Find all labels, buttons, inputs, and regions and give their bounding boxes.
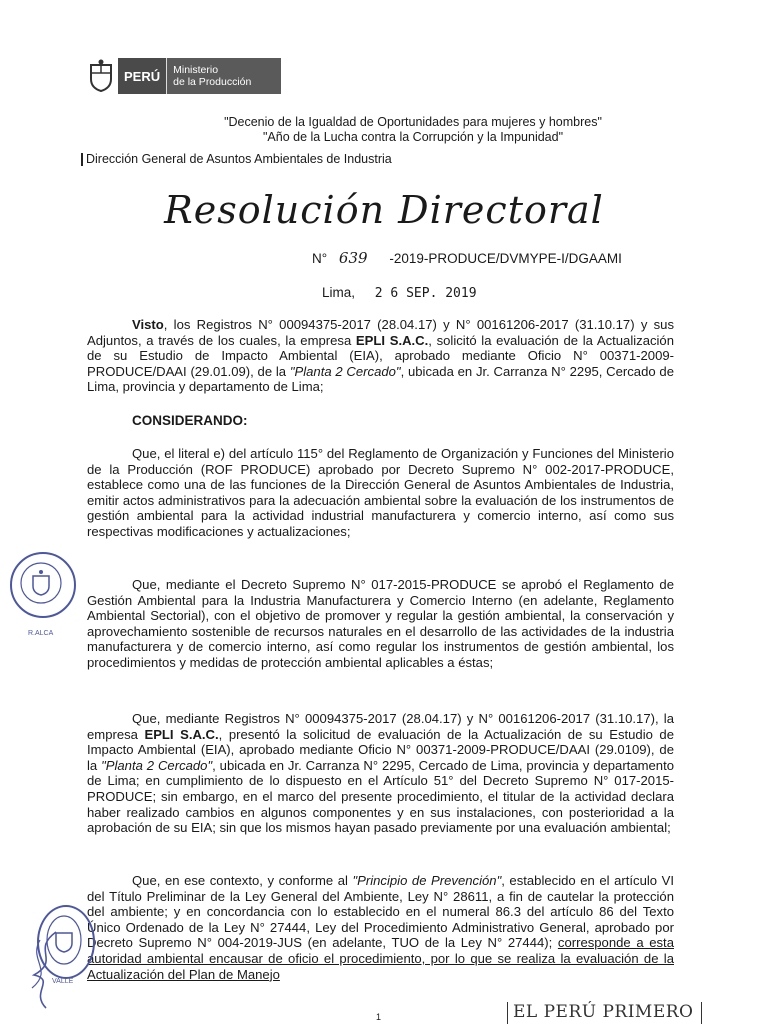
visto-text-a: , los Registros N° 00094375-2017 (28.04.17) y N° 00161206-2017 (31.10.17) y sus Adjuntos, a través de los cuales, la empresa bbox=[87, 317, 674, 348]
paragraph-2: Que, mediante el Decreto Supremo N° 017-2015-PRODUCE se aprobó el Reglamento de Gestión Ambiental para la Industria Manufacturera y Comercio Interno (en adelante, Reglamento Ambiental Sectorial), con el objetivo de promover y regular la gestión ambiental, la conservación y aprovechamiento sostenible de recursos naturales en el desarrollo de las actividades de la industria manufacturera y de comercio interno, así como regular los instrumentos de gestión ambiental, los procedimientos y medidas de protección ambiental aplicables a éstas; bbox=[87, 577, 674, 670]
p3-text-c: , ubicada en Jr. Carranza N° 2295, Cercado de Lima, provincia y departamento de Lima; en cumplimiento de lo dispuesto en el Artículo 51° del Decreto Supremo N° 017-2015-PRODUCE; sin embargo, en el marco del presente procedimiento, el titular de la actividad declara haber realizado cambios en algunos componentes y en sus instalaciones, con posterioridad a la aprobación de su EIA; sin que los mismos hayan pasado previamente por una evaluación ambiental; bbox=[87, 757, 674, 836]
date-place: Lima, bbox=[322, 285, 356, 300]
resolution-date bbox=[322, 285, 477, 301]
year-motto: "Año de la Lucha contra la Corrupción y la Impunidad" bbox=[262, 130, 564, 144]
p3-text-b: , presentó la solicitud de evaluación de la Actualización de su Estudio de Impacto Ambiental (EIA), aprobado mediante Oficio N° 00371-2009-PRODUCE/DAAI (29.0109), de la bbox=[87, 726, 674, 773]
paragraph-3 bbox=[87, 711, 674, 836]
decade-motto: "Decenio de la Igualdad de Oportunidades para mujeres y hombres" bbox=[224, 115, 602, 129]
logo-country: PERÚ bbox=[118, 58, 167, 94]
p4-text-b: , establecido en el artículo VI del Título Preliminar de la Ley General del Ambiente, Ley N° 28611, a fin de cautelar la protección del ambiente; y en concordancia con lo establecido en el numeral 86.3 del artículo 86 del Texto Único Ordenado de la Ley N° 27444, Ley del Procedimiento Administrativo General, aprobado por Decreto Supremo N° 004-2019-JUS (en adelante, TUO de la Ley N° 27444); bbox=[87, 873, 675, 951]
document-title: Resolución Directoral bbox=[164, 188, 604, 232]
considerando-heading: CONSIDERANDO: bbox=[132, 413, 248, 428]
date-stamp: 2 6 SEP. 2019 bbox=[374, 286, 477, 301]
coat-of-arms-icon bbox=[84, 58, 118, 94]
logo-ministry-line1: Ministerio bbox=[173, 64, 219, 76]
paragraph-1: Que, el literal e) del artículo 115° del Reglamento de Organización y Funciones del Ministerio de la Producción (ROF PRODUCE) aprobado por Decreto Supremo N° 002-2017-PRODUCE, establece como una de las funciones de la Dirección General de Asuntos Ambientales de Industria, emitir actos administrativos para la adecuación ambiental sobre la evaluación de los instrumentos de gestión ambiental para la actividad industrial manufacturera y comercio interno, así como sus respectivas modificaciones y actualizaciones; bbox=[87, 446, 674, 539]
seal-emblem-icon bbox=[12, 554, 70, 612]
visto-plant: "Planta 2 Cercado" bbox=[289, 363, 401, 379]
number-prefix: N° bbox=[312, 251, 328, 266]
visto-lead: Visto bbox=[132, 317, 164, 332]
resolution-number bbox=[312, 249, 622, 267]
seal-initials-2: VALLE bbox=[52, 978, 74, 985]
visto-paragraph bbox=[87, 317, 674, 395]
page-number: 1 bbox=[376, 1012, 382, 1022]
handwritten-number: 639 bbox=[338, 249, 368, 267]
visto-text-b: , solicitó la evaluación de la Actualización de su Estudio de Impacto Ambiental (EIA), aprobado mediante Oficio N° 00371-2009-PRODUCE/DAAI (29.01.09), de la bbox=[87, 332, 674, 379]
p3-company: EPLI S.A.C. bbox=[144, 726, 219, 742]
logo-ministry bbox=[167, 58, 281, 94]
logo-ministry-line2: de la Producción bbox=[173, 76, 252, 88]
p4-principle: "Principio de Prevención" bbox=[352, 873, 502, 888]
footer-brand-logo: EL PERÚ PRIMERO bbox=[513, 1002, 694, 1022]
p3-text-a: Que, mediante Registros N° 00094375-2017 (28.04.17) y N° 00161206-2017 (31.10.17), la empresa bbox=[87, 711, 674, 742]
issuing-direction: Dirección General de Asuntos Ambientales de Industria bbox=[86, 152, 392, 166]
visto-text-c: , ubicada en Jr. Carranza N° 2295, Cercado de Lima, provincia y departamento de Lima; bbox=[87, 363, 674, 395]
p4-text-a: Que, en ese contexto, y conforme al bbox=[132, 873, 353, 888]
paragraph-4 bbox=[87, 873, 674, 982]
p3-plant: "Planta 2 Cercado" bbox=[101, 757, 213, 773]
signature-scribble-icon bbox=[26, 930, 66, 1010]
ministry-logo bbox=[84, 58, 281, 94]
number-suffix: -2019-PRODUCE/DVMYPE-I/DGAAMI bbox=[389, 251, 622, 266]
visto-company: EPLI S.A.C. bbox=[355, 332, 429, 348]
official-seal-stamp bbox=[10, 552, 76, 618]
seal-initials: R.ALCA bbox=[28, 630, 54, 637]
p4-underlined: corresponde a esta autoridad ambiental encausar de oficio el procedimiento, por lo que se realiza la evaluación de la Actualización del Plan de Manejo bbox=[87, 935, 674, 982]
